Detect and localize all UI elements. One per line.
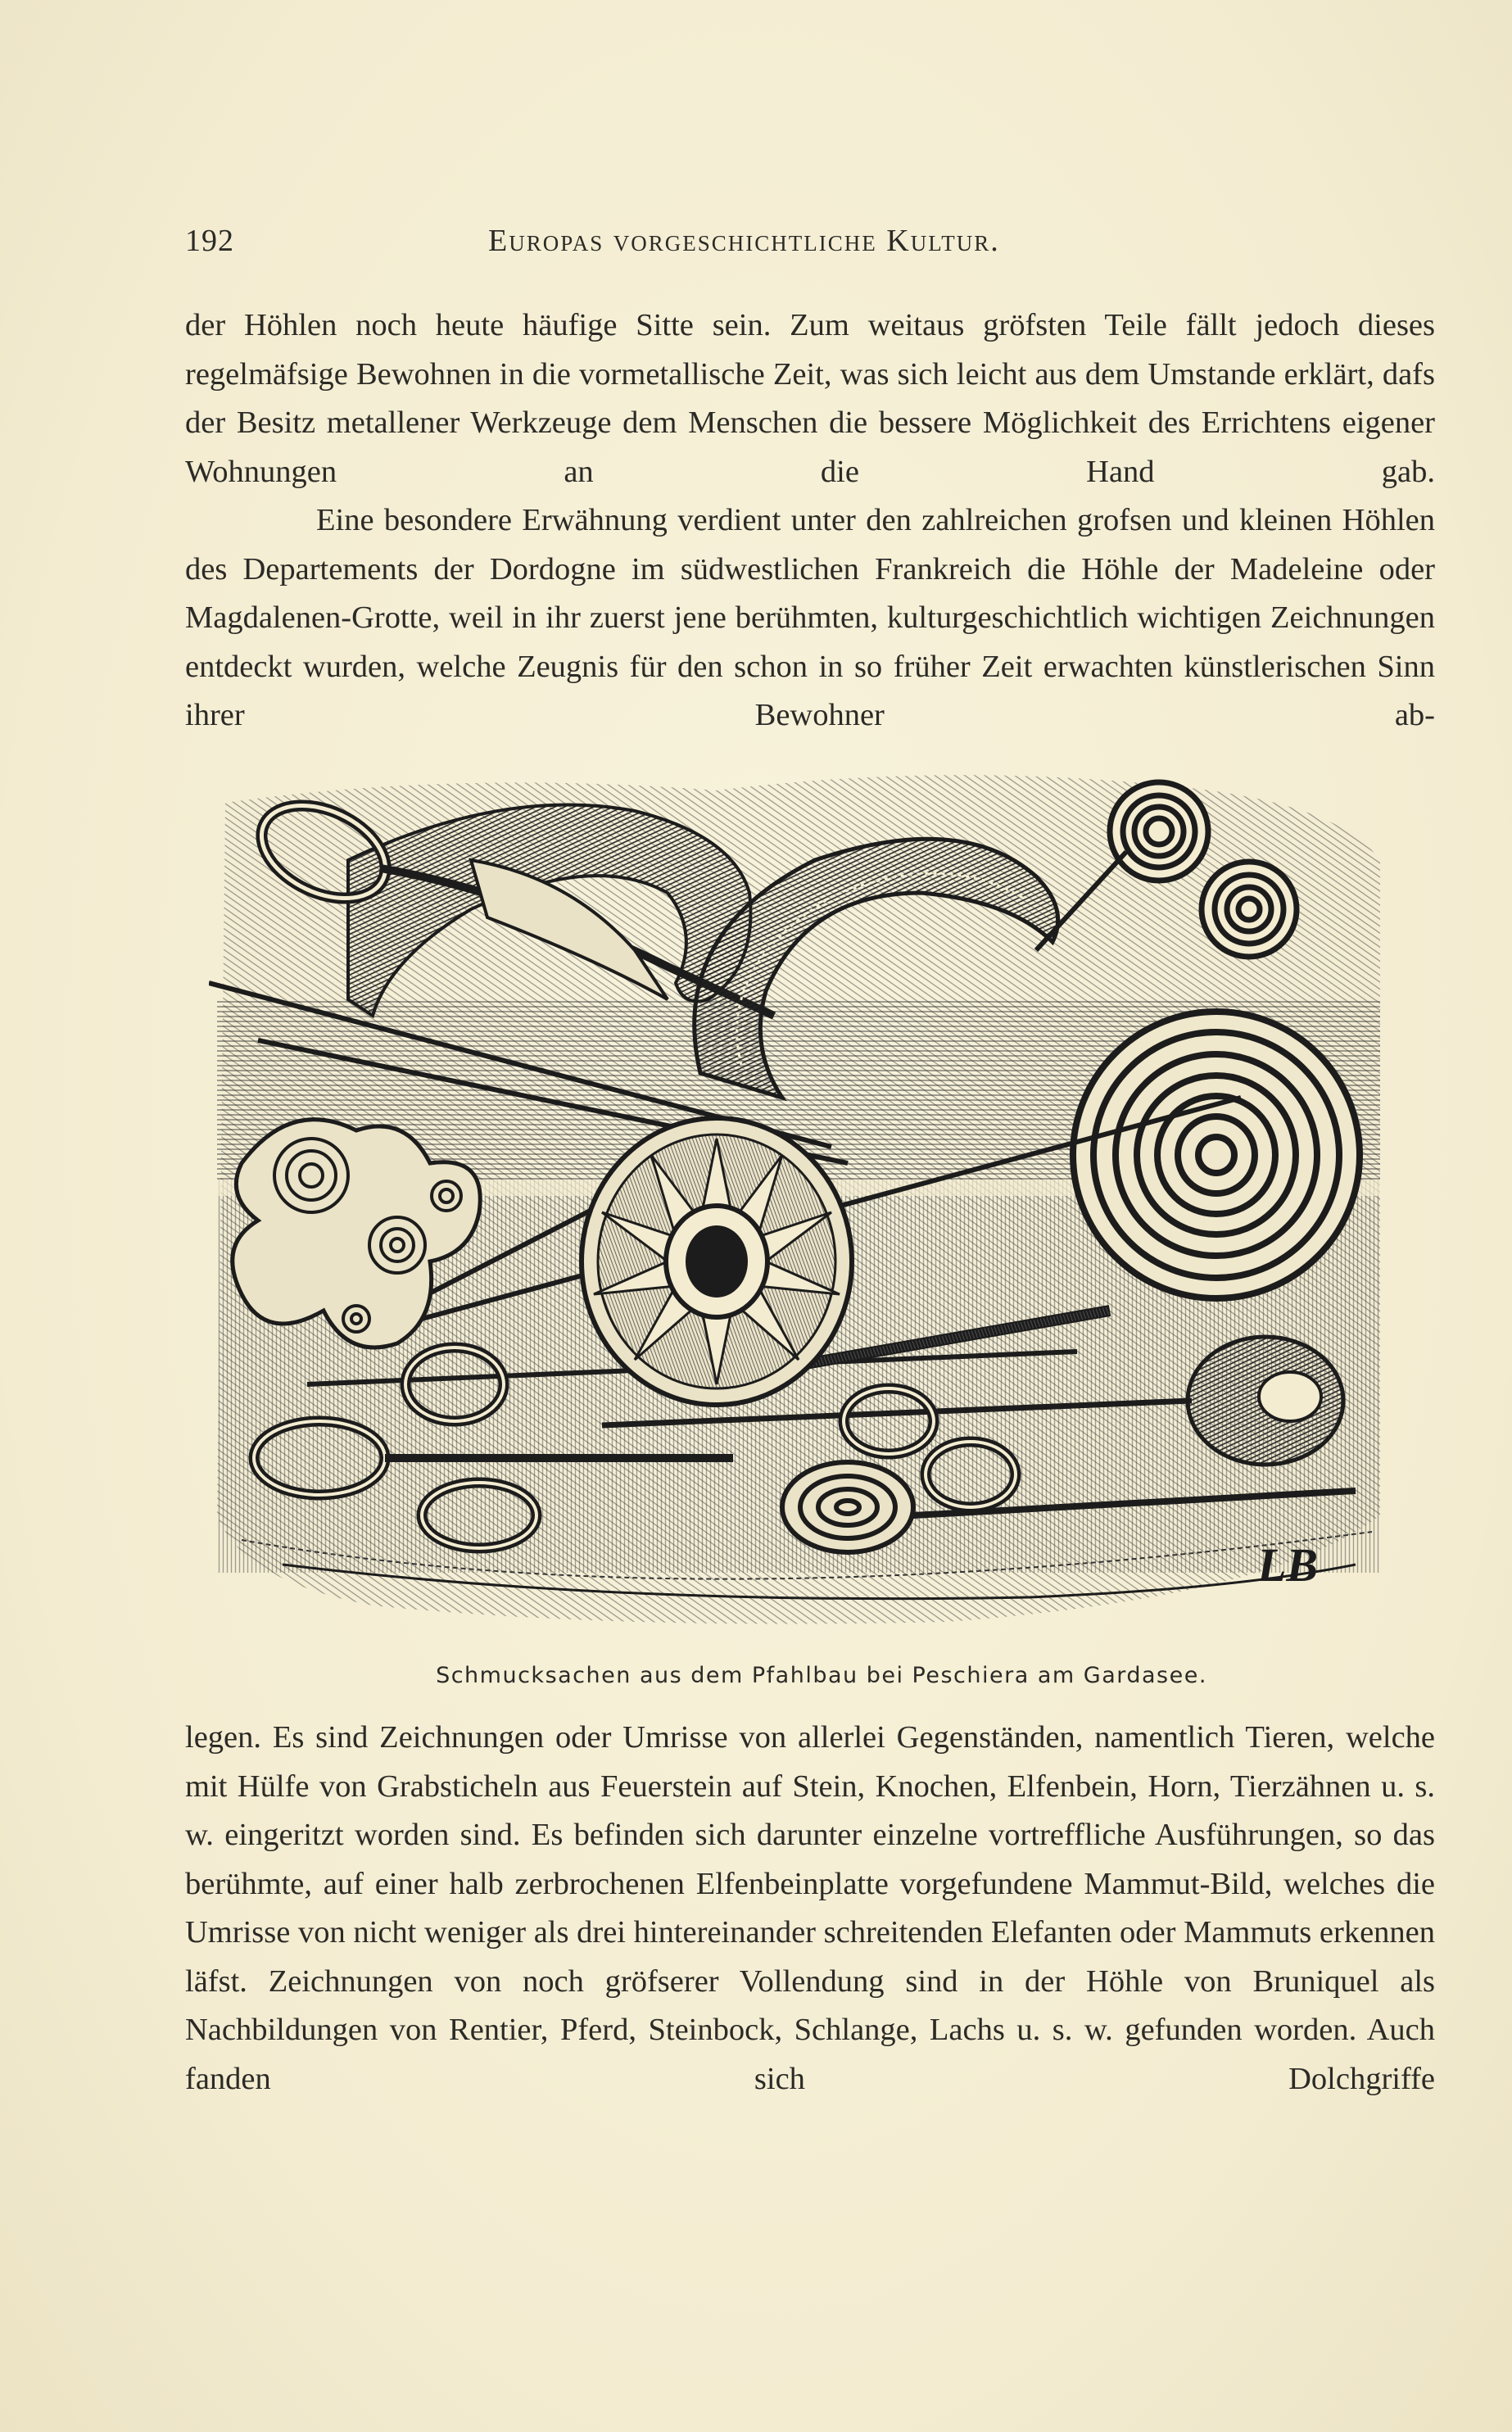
paragraph: Eine besondere Erwähnung verdient unter den zahlreichen grofsen und kleinen Höhlen des Departements der Dordogne im südwestlichen Frankreich die Höhle der Madeleine oder Magdalenen-Grotte, weil in ihr zuerst jene berühmten, kulturgeschichtlich wichtigen Zeichnungen entdeckt wurden, welche Zeugnis für den schon in so früher Zeit erwachten künstlerischen Sinn ihrer Bewohner ab- — [185, 503, 1435, 732]
paragraph: legen. Es sind Zeichnungen oder Umrisse von allerlei Gegenständen, namentlich Tieren, welche mit Hülfe von Grabsticheln aus Feuerstein auf Stein, Knochen, Elfenbein, Horn, Tierzähnen u. s. w. eingeritzt worden sind. Es befinden sich darunter einzelne vortreffliche Ausführungen, so das berühmte, auf einer halb zerbrochenen Elfenbeinplatte vorgefundene Mammut-Bild, welches die Umrisse von nicht weniger als drei hintereinander schreitenden Elefanten oder Mammuts erkennen läfst. Zeichnungen von noch gröfserer Vollendung sind in der Höhle von Bruniquel als Nachbildungen von Rentier, Pferd, Steinbock, Schlange, Lachs u. s. w. gefunden worden. Auch fanden sich Dolchgriffe — [185, 1720, 1435, 2096]
engraver-signature: LB — [1257, 1538, 1319, 1592]
figure-caption — [185, 1663, 1435, 1688]
running-title: Europas vorgeschichtliche Kultur. — [488, 224, 1000, 258]
page-header — [185, 223, 1438, 264]
body-text-bottom — [185, 1714, 1435, 2104]
paragraph: der Höhlen noch heute häufige Sitte sein. Zum weitaus gröfsten Teile fällt jedoch dieses regelmäfsige Bewohnen in die vormetallische Zeit, was sich leicht aus dem Umstande erklärt, dafs der Besitz metallener Werkzeuge dem Menschen die bessere Möglichkeit des Errichtens eigener Wohnungen an die Hand gab. — [185, 308, 1435, 489]
caption-text: Schmucksachen aus dem Pfahlbau bei Peschiera am Gardasee. — [436, 1663, 1207, 1688]
page-number: 192 — [185, 224, 234, 258]
engraving-illustration — [209, 754, 1388, 1630]
body-text-top — [185, 301, 1435, 740]
jewelry-engraving — [209, 754, 1388, 1630]
